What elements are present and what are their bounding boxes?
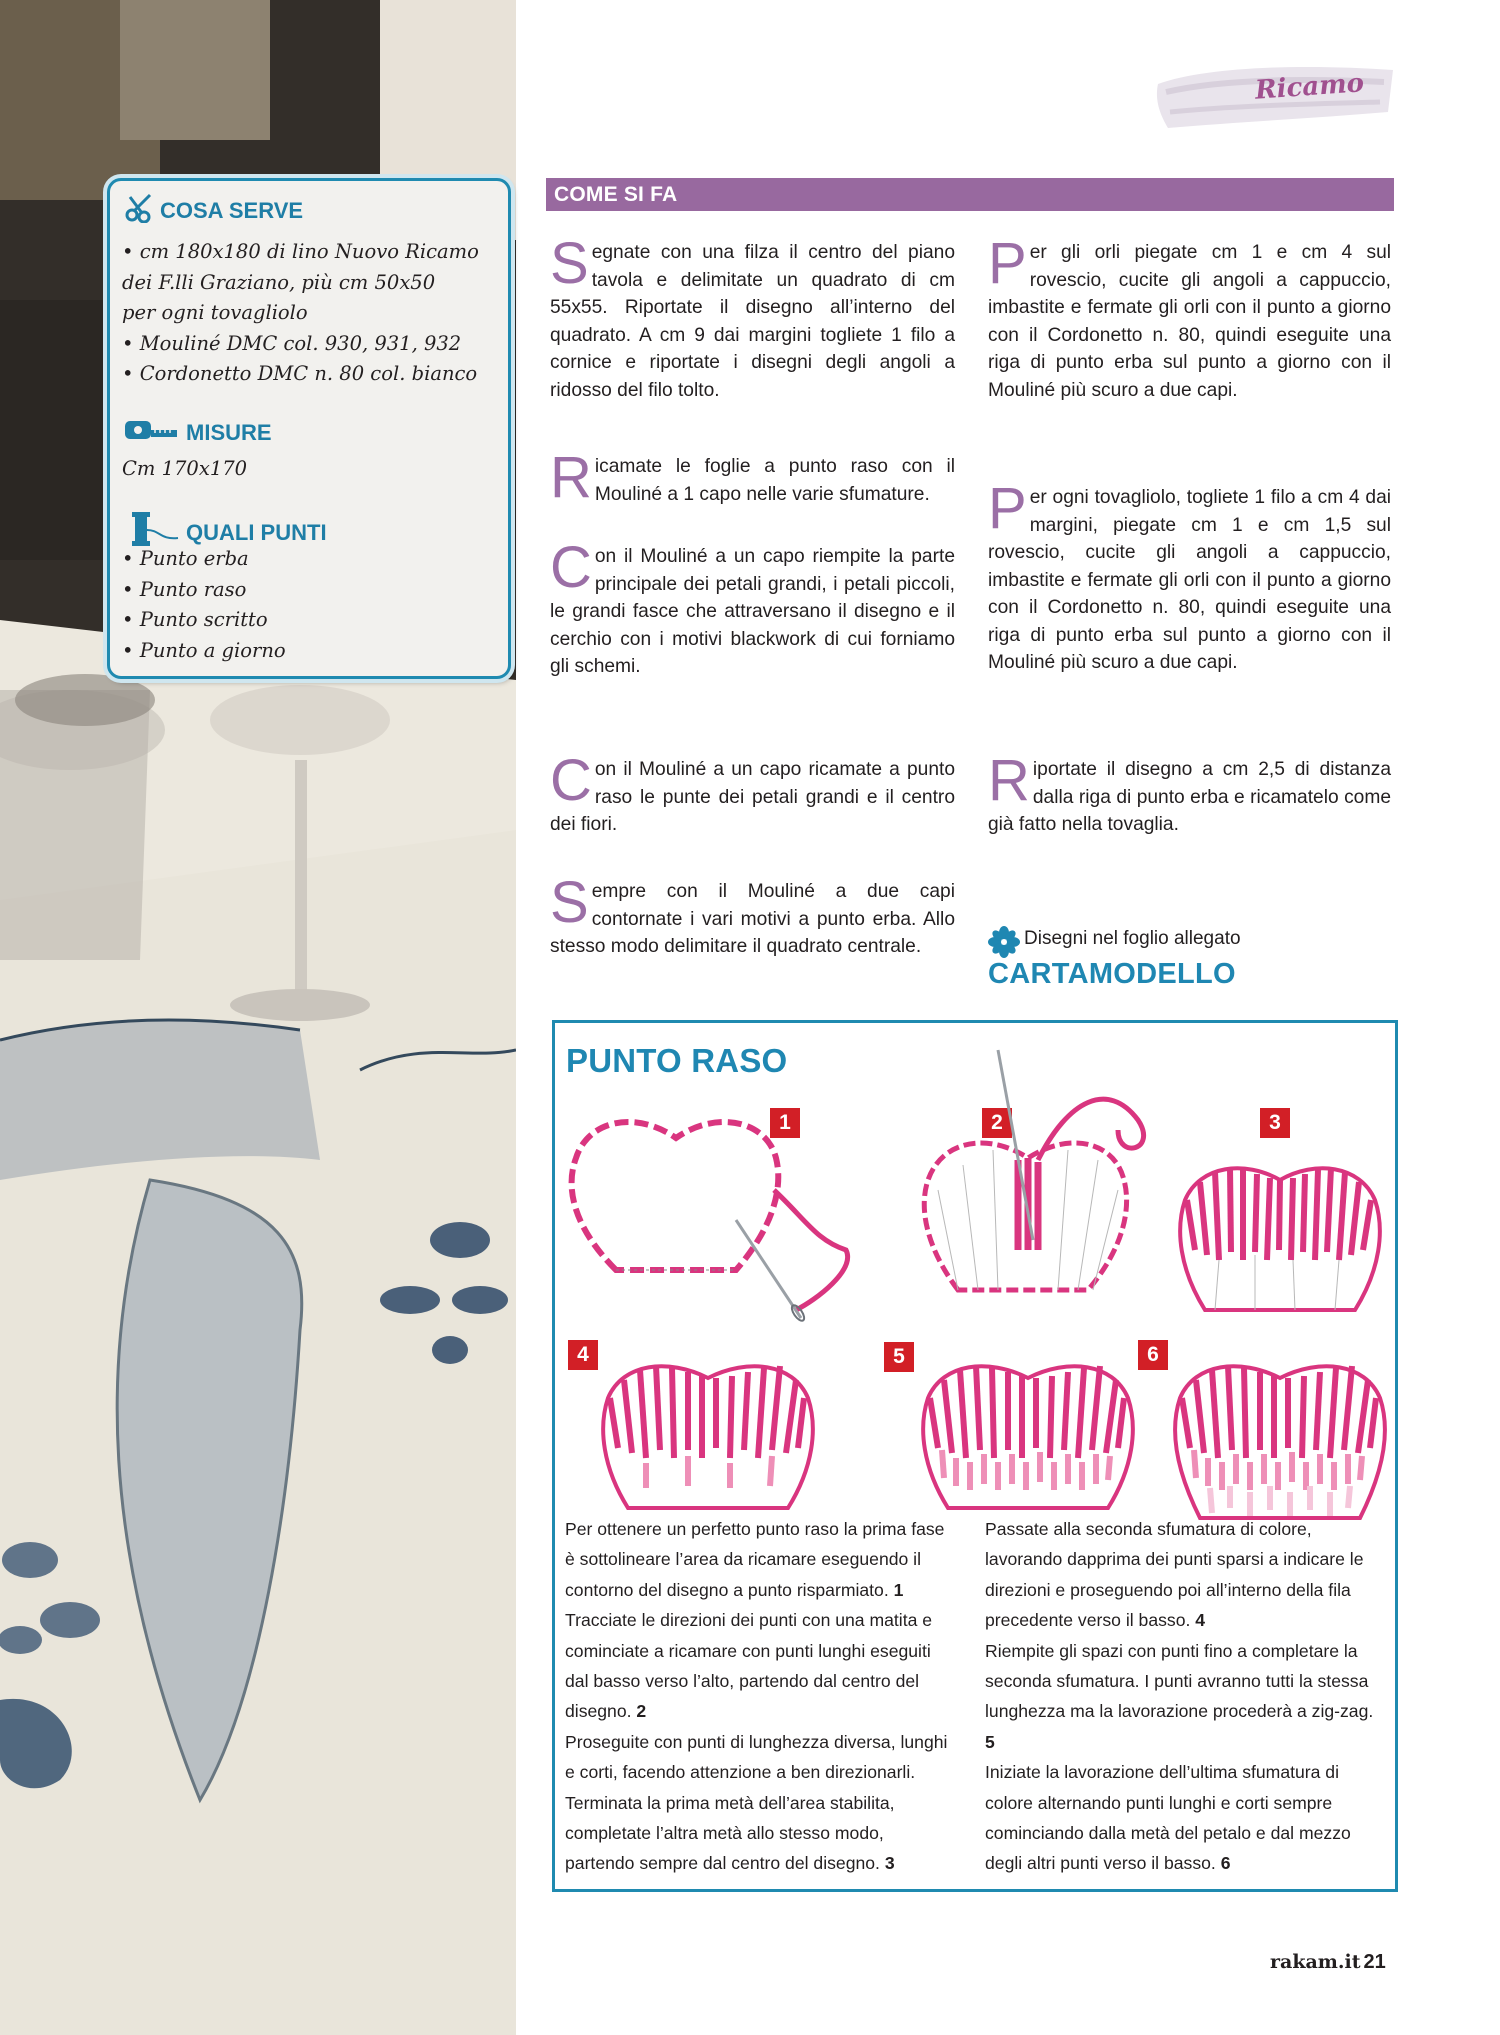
misure-title: MISURE (186, 420, 272, 445)
list-item: • Punto scritto (122, 608, 268, 631)
instruction-paragraph (550, 748, 955, 839)
punto-raso-title: PUNTO RASO (566, 1042, 788, 1079)
step-number-3: 3 (1260, 1108, 1290, 1138)
instruction-paragraph (550, 445, 955, 510)
list-item: • Mouliné DMC col. 930, 931, 932 (122, 331, 462, 355)
drop-cap: P (988, 231, 1027, 296)
instructions-right (985, 1514, 1380, 1879)
step-4-diagram (598, 1338, 828, 1518)
step-5-diagram (918, 1338, 1148, 1518)
step-1-diagram (556, 1080, 856, 1350)
paragraph-text: iportate il disegno a cm 2,5 di distanza dalla riga di punto erba e ricamatelo come già fatto nella tovaglia. (988, 759, 1391, 835)
instruction-paragraph (988, 748, 1391, 839)
step-reference: 1 (893, 1579, 904, 1600)
step-number-1: 1 (770, 1108, 800, 1138)
paragraph-text: er ogni tovagliolo, togliete 1 filo a cm 4 dai margini, piegate cm 1 e cm 1,5 sul rovescio, cucite gli angoli a cappuccio, imbastite e fermate gli orli con il punto a giorno con il Cordonetto n. 80, quindi eseguite una riga di punto erba sul punto a giorno con il Mouliné più scuro a due capi. (988, 487, 1391, 673)
page-footer (1270, 1951, 1386, 1974)
list-item: • Punto a giorno (122, 638, 286, 662)
paragraph-text: er gli orli piegate cm 1 e cm 4 sul rovescio, cucite gli angoli a cappuccio, imbastite e fermate gli orli con il punto a giorno con il Cordonetto n. 80, quindi eseguite una riga di punto erba sul punto a giorno con il Mouliné più scuro a due capi. (988, 242, 1391, 401)
scissors-icon (124, 193, 154, 229)
cosa-serve-heading (124, 193, 303, 229)
step-reference: 3 (884, 1853, 895, 1874)
paragraph-text: icamate le foglie a punto raso con il Mouliné a 1 capo nelle varie sfumature. (594, 456, 955, 505)
instruction-text: Proseguite con punti di lunghezza diversa, lunghi e corti, facendo attenzione a ben direzionarli. Terminata la prima metà dell’area stabilita, completate l’altra metà allo stesso modo, partendo sempre dal centro del disegno. (565, 1731, 948, 1874)
quali-punti-list (122, 544, 286, 666)
drop-cap: S (550, 231, 589, 296)
paragraph-text: empre con il Mouliné a due capi contornate i vari motivi a punto erba. Allo stesso modo delimitare il quadrato centrale. (550, 881, 955, 957)
instruction-text: Per ottenere un perfetto punto raso la prima fase è sottolineare l’area da ricamare eseguendo il contorno del disegno a punto risparmiato. (565, 1519, 945, 1600)
footer-site: rakam.it (1270, 1951, 1361, 1973)
section-title: COME SI FA (554, 183, 678, 206)
paragraph-text: egnate con una filza il centro del piano tavola e delimitate un quadrato di cm 55x55. Riportate il disegno all’interno del quadrato. A cm 9 dai margini togliete 1 filo a cornice e riportate i disegni degli angoli a ridosso del filo tolto. (550, 242, 955, 401)
cosa-serve-list (122, 237, 479, 390)
list-item: dei F.lli Graziano, più cm 50x50 (122, 270, 436, 294)
list-item: • Cordonetto DMC n. 80 col. bianco (122, 362, 478, 385)
step-reference: 4 (1195, 1610, 1206, 1631)
instruction-paragraph (550, 870, 955, 961)
cartamodello-label: CARTAMODELLO (988, 958, 1236, 990)
list-item: • Punto erba (122, 547, 249, 570)
list-item: per ogni tovagliolo (122, 301, 308, 324)
drop-cap: R (550, 445, 592, 510)
step-number-2: 2 (982, 1108, 1012, 1138)
instruction-paragraph (550, 231, 955, 404)
measuring-tape-icon (124, 418, 180, 448)
step-number-5: 5 (884, 1342, 914, 1372)
step-6-diagram (1170, 1338, 1400, 1528)
drop-cap: R (988, 748, 1030, 813)
paragraph-text: on il Mouliné a un capo ricamate a punto raso le punte dei petali grandi e il centro dei fiori. (550, 759, 955, 835)
instruction-text: Riempite gli spazi con punti fino a completare la seconda sfumatura. I punti avranno tutti la stessa lunghezza ma la lavorazione procederà a zig-zag. (985, 1640, 1374, 1722)
drop-cap: C (550, 748, 592, 813)
instruction-paragraph (988, 231, 1391, 404)
step-reference: 5 (985, 1731, 995, 1752)
drop-cap: S (550, 870, 589, 935)
instruction-text: Passate alla seconda sfumatura di colore, lavorando dapprima dei punti sparsi a indicare le direzioni e proseguendo poi all’interno della fila precedente verso il basso. (985, 1519, 1364, 1631)
page-number: 21 (1363, 1951, 1386, 1973)
step-number-4: 4 (568, 1340, 598, 1370)
section-tag-label: Ricamo (1254, 68, 1365, 106)
instruction-text: Iniziate la lavorazione dell’ultima sfumatura di colore alternando punti lunghi e corti sempre cominciando dalla metà del petalo e dal mezzo degli altri punti verso il basso. (985, 1762, 1351, 1874)
paragraph-text: on il Mouliné a un capo riempite la parte principale dei petali grandi, i petali piccoli, le grandi fasce che attraversano il disegno e il cerchio con i motivi blackwork di cui forniamo gli schemi. (550, 546, 955, 677)
instruction-paragraph (988, 476, 1391, 677)
quali-punti-title: QUALI PUNTI (186, 520, 327, 545)
misure-heading (124, 418, 272, 448)
instruction-paragraph (550, 535, 955, 681)
drop-cap: P (988, 476, 1027, 541)
drop-cap: C (550, 535, 592, 600)
list-item: • cm 180x180 di lino Nuovo Ricamo (122, 240, 479, 263)
instruction-text: Tracciate le direzioni dei punti con una matita e cominciate a ricamare con punti lunghi eseguiti dal basso verso l’alto, partendo dal centro del disegno. (565, 1610, 933, 1722)
step-reference: 6 (1220, 1853, 1231, 1874)
allegato-note: Disegni nel foglio allegato (1024, 928, 1241, 949)
cosa-serve-title: COSA SERVE (160, 198, 304, 223)
step-number-6: 6 (1138, 1340, 1168, 1370)
misure-value: Cm 170x170 (122, 457, 248, 480)
instructions-left (565, 1514, 955, 1879)
step-reference: 2 (636, 1701, 647, 1722)
list-item: • Punto raso (122, 577, 247, 601)
step-2-diagram (918, 1040, 1178, 1330)
step-3-diagram (1175, 1140, 1395, 1320)
